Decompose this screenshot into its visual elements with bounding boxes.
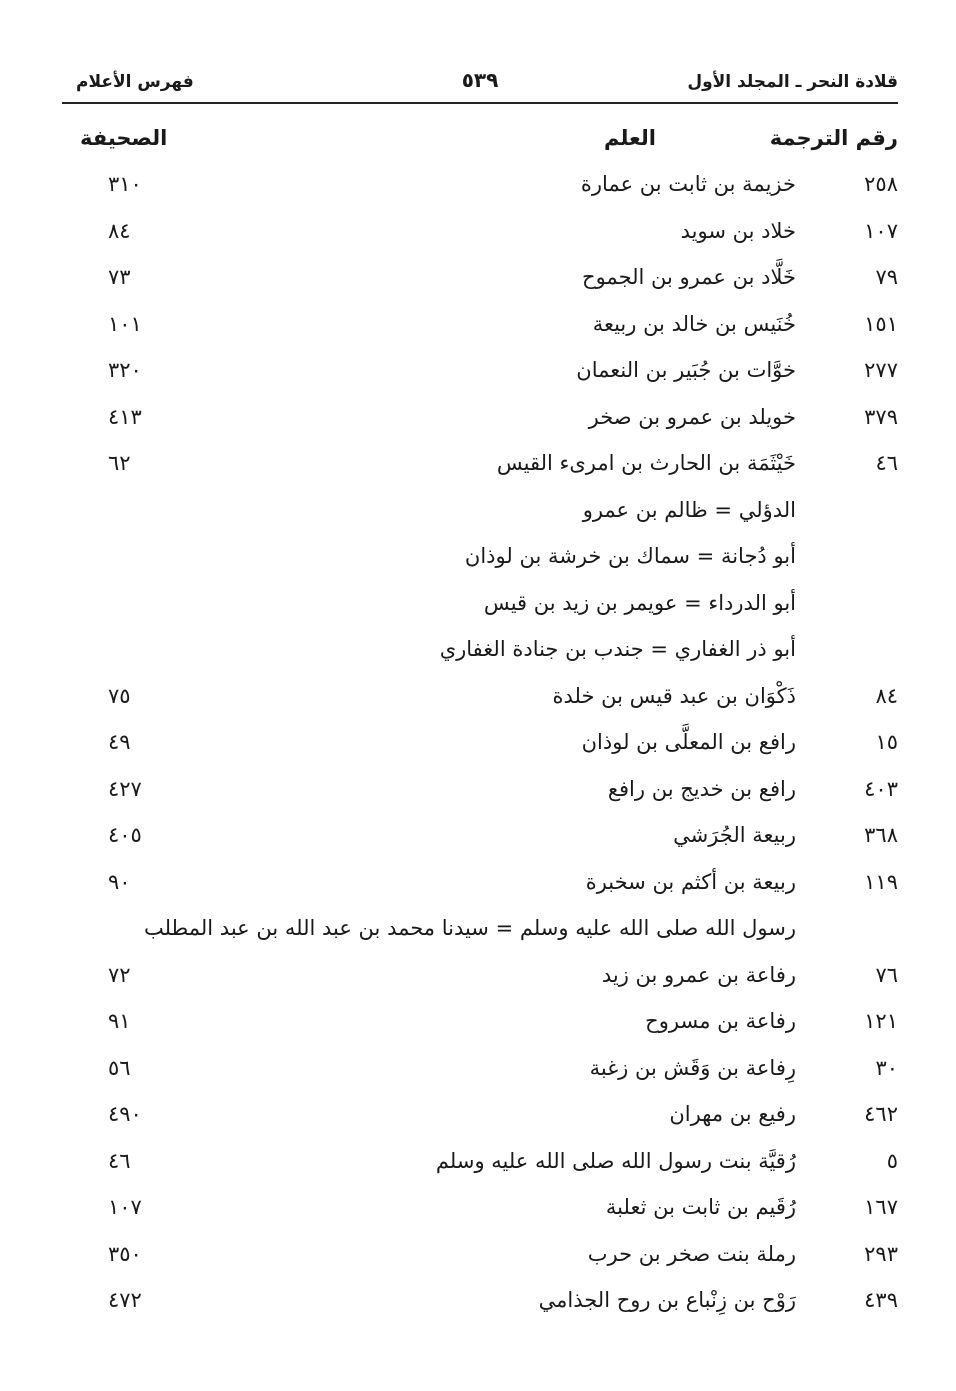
entry-page: ٩٠ — [108, 869, 131, 894]
entry-page: ٨٤ — [108, 218, 131, 243]
entry-page: ٦٢ — [108, 451, 131, 475]
entry-page: ٣٢٠ — [108, 358, 142, 382]
index-row — [0, 492, 956, 539]
entry-page: ٤٠٥ — [108, 823, 142, 847]
entry-number: ١٦٧ — [864, 1195, 898, 1219]
entry-name: رِفاعة بن وَقَش بن زغبة — [589, 1055, 796, 1080]
entry-name: أبو دُجانة = سماك بن خرشة بن لوذان — [464, 544, 796, 568]
entry-name: خزيمة بن ثابت بن عمارة — [580, 172, 796, 196]
book-title: قلادة النحر ـ المجلد الأول — [687, 72, 898, 92]
entry-name: خويلد بن عمرو بن صخر — [588, 404, 796, 429]
entry-name: رافع بن خديج بن رافع — [607, 776, 796, 801]
index-row — [0, 259, 956, 306]
entry-number: ١٥ — [875, 730, 898, 754]
entry-page: ٤٧٢ — [108, 1288, 142, 1312]
index-row — [0, 399, 956, 446]
index-row — [0, 352, 956, 399]
entry-name: أبو الدرداء = عويمر بن زيد بن قيس — [483, 590, 796, 615]
entry-name: خلاد بن سويد — [680, 218, 796, 243]
index-row — [0, 817, 956, 864]
entry-number: ١٠٧ — [864, 218, 898, 243]
index-row — [0, 724, 956, 771]
entry-number: ٢٧٧ — [864, 358, 898, 382]
index-row — [0, 306, 956, 353]
entry-number: ٧٦ — [875, 962, 898, 987]
entry-page: ٣١٠ — [108, 172, 142, 196]
entry-number: ١٥١ — [864, 311, 898, 336]
entry-name: رُقَيم بن ثابت بن ثعلبة — [605, 1195, 796, 1219]
index-row — [0, 166, 956, 213]
entry-page: ٩١ — [108, 1009, 131, 1033]
page-number: ٥٣٩ — [461, 68, 499, 92]
entry-number: ٤٣٩ — [864, 1288, 898, 1312]
entry-number: ٤٦٢ — [864, 1102, 898, 1126]
entry-page: ٤١٣ — [108, 404, 142, 429]
entry-page: ١٠١ — [108, 311, 142, 336]
entry-page: ٤٢٧ — [108, 776, 142, 801]
entry-number: ٢٩٣ — [864, 1241, 898, 1266]
entry-page: ٤٩ — [108, 730, 131, 754]
entry-number: ٥ — [886, 1148, 898, 1173]
entry-number: ٣٠ — [875, 1055, 898, 1080]
entry-page: ٥٦ — [108, 1055, 131, 1080]
entry-page: ٤٦ — [108, 1148, 131, 1173]
index-row — [0, 771, 956, 818]
entry-name: رملة بنت صخر بن حرب — [587, 1241, 796, 1266]
entry-name: رافع بن المعلَّى بن لوذان — [581, 730, 796, 754]
index-row — [0, 957, 956, 1004]
entry-name: أبو ذر الغفاري = جندب بن جنادة الغفاري — [439, 637, 796, 661]
entry-number: ٣٧٩ — [864, 404, 898, 429]
index-row — [0, 631, 956, 678]
index-row — [0, 910, 956, 957]
entry-name: رفاعة بن عمرو بن زيد — [601, 962, 796, 987]
entry-page: ٧٢ — [108, 962, 131, 987]
entry-name: ربيعة بن أكثم بن سخبرة — [585, 869, 796, 894]
index-row — [0, 1096, 956, 1143]
index-row — [0, 1143, 956, 1190]
entry-name: خوَّات بن جُبَير بن النعمان — [576, 358, 796, 382]
index-table — [0, 166, 956, 1329]
index-row — [0, 864, 956, 911]
entry-name: رَوْح بن زِنْباع بن روح الجذامي — [538, 1288, 796, 1312]
entry-page: ٤٩٠ — [108, 1102, 142, 1126]
index-row — [0, 678, 956, 725]
column-header-name: العلم — [604, 126, 656, 150]
index-row — [0, 585, 956, 632]
section-title: فهرس الأعلام — [76, 72, 194, 92]
index-row — [0, 1189, 956, 1236]
entry-name: خَيْثَمَة بن الحارث بن امرىء القيس — [496, 451, 796, 475]
index-row — [0, 1282, 956, 1329]
column-header-number: رقم الترجمة — [769, 126, 898, 150]
entry-page: ١٠٧ — [108, 1195, 142, 1219]
entry-name: رُقيَّة بنت رسول الله صلى الله عليه وسلم — [435, 1148, 796, 1173]
index-row — [0, 1003, 956, 1050]
entry-number: ٤٦ — [875, 451, 898, 475]
entry-name: ربيعة الجُرَشي — [673, 823, 796, 847]
page-header — [62, 62, 898, 104]
entry-number: ١٢١ — [864, 1009, 898, 1033]
column-header-page: الصحيفة — [80, 126, 168, 150]
entry-number: ١١٩ — [864, 869, 898, 894]
index-row — [0, 538, 956, 585]
entry-name: خَلَّاد بن عمرو بن الجموح — [582, 265, 796, 289]
entry-number: ٣٦٨ — [864, 823, 898, 847]
entry-name: رفيع بن مهران — [669, 1102, 796, 1126]
entry-name: الدؤلي = ظالم بن عمرو — [582, 497, 796, 522]
entry-name: رفاعة بن مسروح — [645, 1009, 796, 1033]
entry-number: ٢٥٨ — [864, 172, 898, 196]
entry-page: ٧٣ — [108, 265, 131, 289]
index-row — [0, 445, 956, 492]
entry-page: ٣٥٠ — [108, 1241, 142, 1266]
entry-name: رسول الله صلى الله عليه وسلم = سيدنا محمد بن عبد الله بن عبد المطلب — [143, 916, 796, 940]
entry-number: ٨٤ — [875, 683, 898, 708]
entry-number: ٤٠٣ — [864, 776, 898, 801]
entry-number: ٧٩ — [875, 265, 898, 289]
index-row — [0, 213, 956, 260]
entry-name: خُنَيس بن خالد بن ربيعة — [592, 311, 796, 336]
index-row — [0, 1236, 956, 1283]
entry-page: ٧٥ — [108, 683, 131, 708]
entry-name: ذَكْوَان بن عبد قيس بن خلدة — [552, 683, 796, 708]
index-row — [0, 1050, 956, 1097]
